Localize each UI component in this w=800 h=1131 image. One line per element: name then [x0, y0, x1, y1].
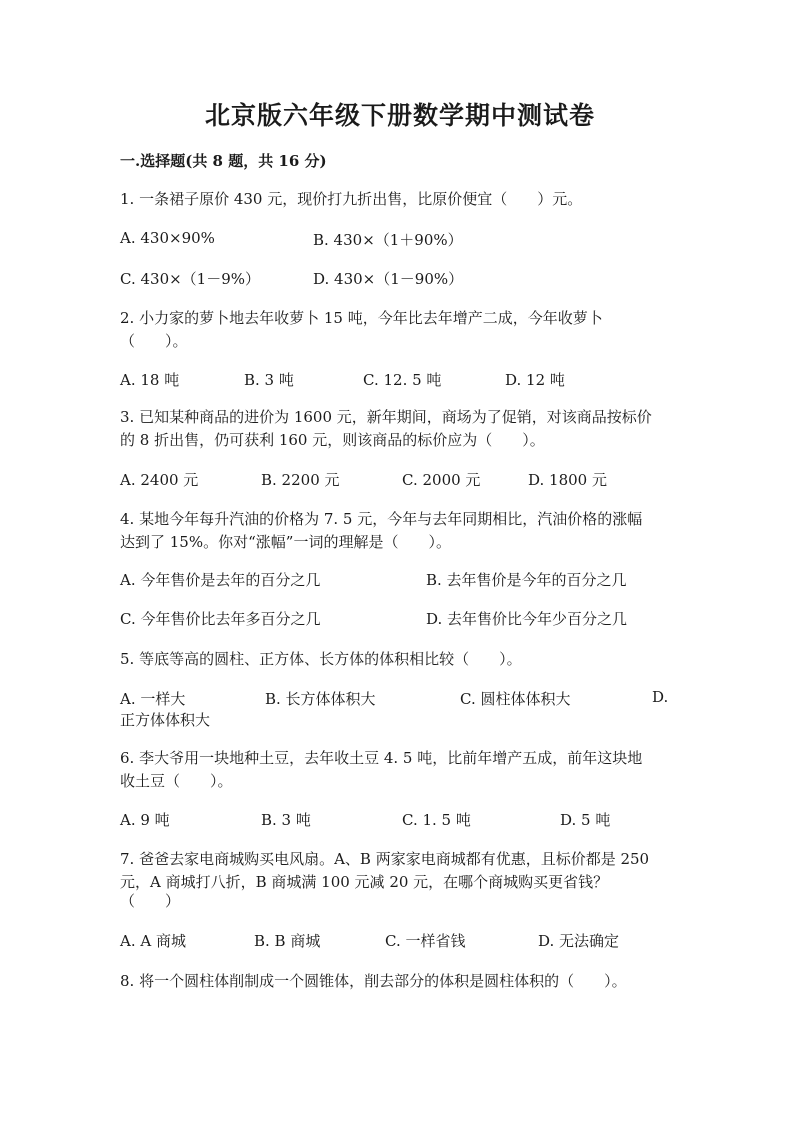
question-3-option-d: D. 1800 元 [528, 471, 607, 489]
question-5-option-c: C. 圆柱体体积大 [460, 690, 571, 708]
question-3-text-line-1: 3. 已知某种商品的进价为 1600 元，新年期间，商场为了促销，对该商品按标价 [120, 408, 652, 426]
question-1-option-d: D. 430×（1－90%） [313, 270, 464, 288]
question-5-text: 5. 等底等高的圆柱、正方体、长方体的体积相比较（ ）。 [120, 650, 522, 668]
question-2-option-d: D. 12 吨 [505, 371, 565, 389]
question-3-text-line-2: 的 8 折出售，仍可获利 160 元，则该商品的标价应为（ ）。 [120, 431, 545, 449]
question-4-option-b: B. 去年售价是今年的百分之几 [426, 571, 627, 589]
question-1-option-a: A. 430×90% [120, 229, 215, 247]
question-6-text-line-2: 收土豆（ ）。 [120, 772, 233, 790]
question-4-text-line-1: 4. 某地今年每升汽油的价格为 7. 5 元，今年与去年同期相比，汽油价格的涨幅 [120, 510, 643, 528]
question-6-option-b: B. 3 吨 [261, 811, 311, 829]
question-2-option-a: A. 18 吨 [120, 371, 180, 389]
question-7-option-b: B. B 商城 [254, 932, 321, 950]
question-7-text-line-2: 元，A 商城打八折，B 商城满 100 元减 20 元，在哪个商城购买更省钱？ [120, 873, 609, 891]
page-title: 北京版六年级下册数学期中测试卷 [204, 101, 595, 130]
question-7-option-d: D. 无法确定 [538, 932, 620, 950]
section-heading: 一.选择题(共 8 题，共 16 分) [120, 152, 327, 170]
question-4-option-c: C. 今年售价比去年多百分之几 [120, 610, 321, 628]
question-7-text-line-3: （ ） [120, 892, 181, 910]
question-6-option-a: A. 9 吨 [120, 811, 170, 829]
question-4-option-d: D. 去年售价比今年少百分之几 [426, 610, 628, 628]
question-3-option-c: C. 2000 元 [402, 471, 481, 489]
question-4-option-a: A. 今年售价是去年的百分之几 [120, 571, 321, 589]
question-6-text-line-1: 6. 李大爷用一块地种土豆，去年收土豆 4. 5 吨，比前年增产五成，前年这块地 [120, 749, 643, 767]
question-2-option-c: C. 12. 5 吨 [363, 371, 442, 389]
question-1-option-c: C. 430×（1－9%） [120, 270, 261, 288]
question-5-option-b: B. 长方体体积大 [265, 690, 376, 708]
question-5-option-d-label: D. [652, 688, 669, 706]
question-3-option-b: B. 2200 元 [261, 471, 340, 489]
question-2-text-line-1: 2. 小力家的萝卜地去年收萝卜 15 吨，今年比去年增产二成，今年收萝卜 [120, 309, 603, 327]
question-4-text-line-2: 达到了 15%。你对“涨幅”一词的理解是（ ）。 [120, 533, 451, 551]
question-5-option-a: A. 一样大 [120, 690, 186, 708]
question-3-option-a: A. 2400 元 [120, 471, 199, 489]
question-7-text-line-1: 7. 爸爸去家电商城购买电风扇。A、B 两家家电商城都有优惠，且标价都是 250 [120, 850, 650, 868]
question-8-text: 8. 将一个圆柱体削制成一个圆锥体，削去部分的体积是圆柱体积的（ ）。 [120, 972, 627, 990]
question-7-option-c: C. 一样省钱 [385, 932, 466, 950]
question-6-option-d: D. 5 吨 [560, 811, 611, 829]
question-2-text-line-2: （ ）。 [120, 332, 188, 350]
question-1-text: 1. 一条裙子原价 430 元，现价打九折出售，比原价便宜（ ）元。 [120, 190, 583, 208]
question-2-option-b: B. 3 吨 [244, 371, 294, 389]
question-6-option-c: C. 1. 5 吨 [402, 811, 471, 829]
question-1-option-b: B. 430×（1＋90%） [313, 231, 463, 249]
question-7-option-a: A. A 商城 [120, 932, 186, 950]
question-5-option-d-text: 正方体体积大 [120, 711, 211, 729]
